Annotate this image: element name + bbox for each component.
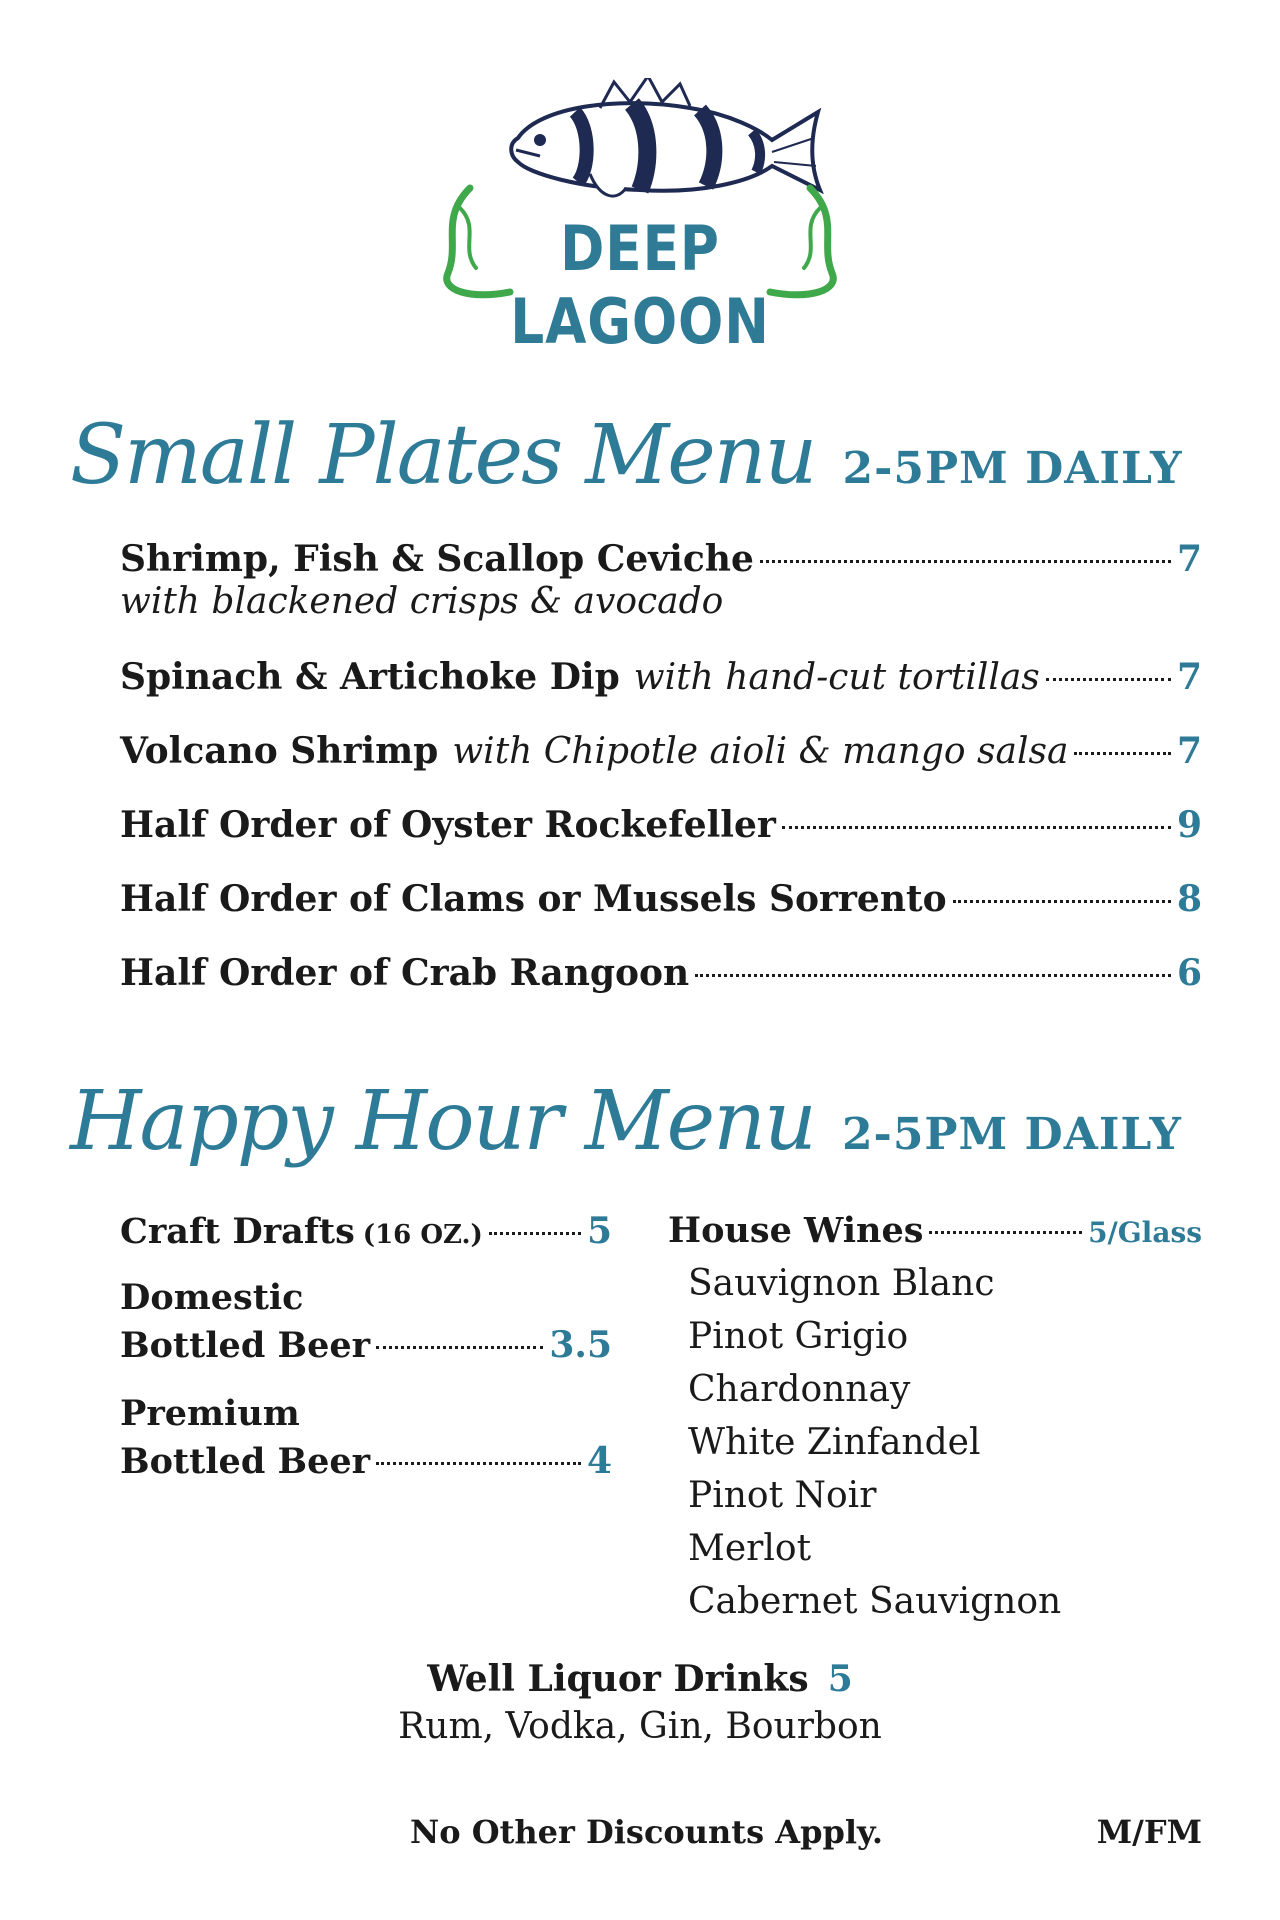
premium-beer-row <box>120 1390 612 1486</box>
drink-name-line1: Premium <box>120 1393 300 1434</box>
wine-item: Sauvignon Blanc <box>688 1263 995 1304</box>
drink-name: House Wines <box>668 1210 924 1251</box>
item-name: Spinach & Artichoke Dip <box>120 656 620 698</box>
wine-item: Cabernet Sauvignon <box>688 1581 1062 1622</box>
brand-name: DEEP LAGOON <box>510 212 770 358</box>
drink-price: 5 <box>586 1210 612 1252</box>
menu-item-oyster-rockefeller <box>120 804 1202 846</box>
small-plates-hours: 2-5PM DAILY <box>842 443 1183 494</box>
item-price: 9 <box>1176 804 1202 846</box>
item-name: Half Order of Clams or Mussels Sorrento <box>120 878 947 920</box>
item-name: Volcano Shrimp <box>120 730 439 772</box>
wine-item: White Zinfandel <box>688 1422 981 1463</box>
item-name: Half Order of Crab Rangoon <box>120 952 690 994</box>
wine-item: Pinot Noir <box>688 1475 877 1516</box>
drink-price: 5 <box>827 1658 853 1700</box>
item-price: 6 <box>1176 952 1202 994</box>
happy-hour-title: Happy Hour Menu <box>70 1074 815 1169</box>
wine-item: Merlot <box>688 1528 812 1569</box>
small-plates-title: Small Plates Menu <box>70 408 816 503</box>
drink-price: 5/Glass <box>1088 1216 1202 1249</box>
dot-leader <box>376 1346 543 1349</box>
drink-price: 4 <box>586 1440 612 1482</box>
well-liquor-section <box>0 1658 1280 1747</box>
dot-leader <box>782 826 1171 829</box>
item-price: 7 <box>1176 538 1202 580</box>
menu-code: M/FM <box>1096 1813 1202 1851</box>
dot-leader <box>929 1231 1082 1234</box>
craft-drafts-row <box>120 1210 612 1252</box>
menu-item-ceviche <box>120 538 1202 624</box>
wine-column <box>668 1210 1202 1628</box>
dot-leader <box>1074 752 1171 755</box>
item-name: Shrimp, Fish & Scallop Ceviche <box>120 538 754 580</box>
drink-name-line2: Bottled Beer <box>120 1441 371 1482</box>
item-name: Half Order of Oyster Rockefeller <box>120 804 776 846</box>
item-price: 7 <box>1176 730 1202 772</box>
dot-leader <box>376 1462 581 1465</box>
item-description: with hand-cut tortillas <box>633 657 1040 698</box>
house-wines-row <box>668 1210 1202 1251</box>
domestic-beer-row <box>120 1274 612 1370</box>
drink-name-line1: Domestic <box>120 1277 304 1318</box>
liquor-list: Rum, Vodka, Gin, Bourbon <box>398 1706 882 1747</box>
drink-name-line2: Bottled Beer <box>120 1325 371 1366</box>
wine-list <box>688 1257 1202 1628</box>
drink-size: (16 OZ.) <box>362 1220 483 1250</box>
wine-item: Chardonnay <box>688 1369 911 1410</box>
item-description: with blackened crisps & avocado <box>120 581 724 622</box>
drink-name: Well Liquor Drinks <box>427 1658 809 1700</box>
happy-hour-hours: 2-5PM DAILY <box>841 1109 1182 1160</box>
item-description: with Chipotle aioli & mango salsa <box>452 731 1069 772</box>
dot-leader <box>695 974 1171 977</box>
dot-leader <box>953 900 1171 903</box>
dot-leader <box>760 560 1171 563</box>
drink-price: 3.5 <box>549 1324 612 1366</box>
menu-item-clams-mussels <box>120 878 1202 920</box>
menu-item-volcano-shrimp <box>120 730 1202 772</box>
discount-note: No Other Discounts Apply. <box>410 1813 884 1851</box>
dot-leader <box>489 1232 581 1235</box>
happy-hour-heading <box>70 1074 1182 1169</box>
drink-name: Craft Drafts <box>120 1211 355 1252</box>
menu-item-spinach-dip <box>120 656 1202 698</box>
item-price: 7 <box>1176 656 1202 698</box>
dot-leader <box>1046 678 1171 681</box>
small-plates-heading <box>70 408 1182 503</box>
wine-item: Pinot Grigio <box>688 1316 909 1357</box>
menu-item-crab-rangoon <box>120 952 1202 994</box>
item-price: 8 <box>1176 878 1202 920</box>
beer-column <box>120 1210 612 1486</box>
